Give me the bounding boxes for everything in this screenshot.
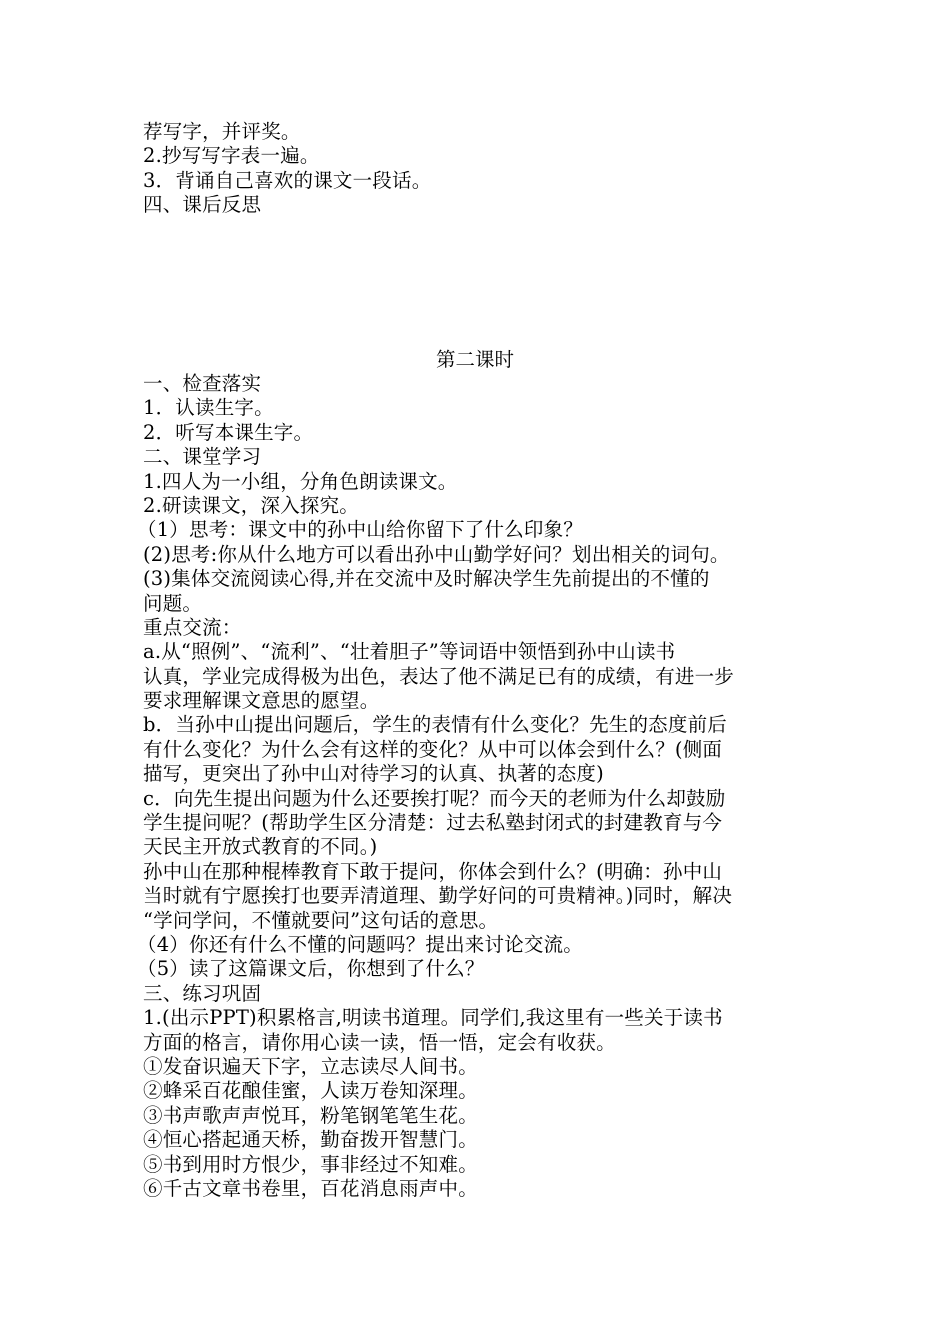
text-line: 当时就有宁愿挨打也要弄清道理、勤学好问的可贵精神。)同时，解决 <box>143 884 733 908</box>
list-item: ④恒心搭起通天桥，勤奋拨开智慧门。 <box>143 1128 478 1152</box>
text-line: 要求理解课文意思的愿望。 <box>143 689 380 713</box>
section-heading: 一、检查落实 <box>143 372 262 395</box>
text-line: 3．背诵自己喜欢的课文一段话。 <box>143 168 432 192</box>
text-line: （5）读了这篇课文后，你想到了什么？ <box>137 957 485 981</box>
text-line: 1．认读生字。 <box>143 396 274 420</box>
text-line: 1.(出示PPT)积累格言,明读书道理。同学们,我这里有一些关于读书 <box>143 1006 723 1030</box>
text-line: 荐写字，并评奖。 <box>143 120 301 143</box>
list-item: ③书声歌声声悦耳，粉笔钢笔笔生花。 <box>143 1103 478 1127</box>
list-item: ⑥千古文章书卷里，百花消息雨声中。 <box>143 1176 478 1200</box>
list-item: ②蜂采百花酿佳蜜，人读万卷知深理。 <box>143 1079 478 1103</box>
text-line: 方面的格言，请你用心读一读，悟一悟，定会有收获。 <box>143 1030 616 1054</box>
second-lesson-body <box>137 372 823 1201</box>
lesson-title: 第二课时 <box>435 348 514 371</box>
text-line: （1）思考：课文中的孙中山给你留下了什么印象？ <box>137 518 584 542</box>
text-line: 问题。 <box>143 591 203 615</box>
text-line: （4）你还有什么不懂的问题吗？提出来讨论交流。 <box>137 932 584 956</box>
text-line: 天民主开放式教育的不同。) <box>143 835 378 859</box>
text-line: 重点交流： <box>143 615 242 639</box>
text-line: a.从“照例”、“流利”、“壮着胆子”等词语中领悟到孙中山读书 <box>143 640 676 664</box>
text-line: (2)思考:你从什么地方可以看出孙中山勤学好问？划出相关的词句。 <box>143 542 730 566</box>
text-line: c．向先生提出问题为什么还要挨打呢？而今天的老师为什么却鼓励 <box>143 786 726 810</box>
section-heading-reflection: 四、课后反思 <box>143 193 262 217</box>
text-line: b．当孙中山提出问题后，学生的表情有什么变化？先生的态度前后 <box>143 713 727 737</box>
text-line: 学生提问呢？(帮助学生区分清楚：过去私塾封闭式的封建教育与今 <box>143 811 723 835</box>
section-heading: 二、课堂学习 <box>143 445 262 469</box>
text-line: 1.四人为一小组，分角色朗读课文。 <box>143 469 458 493</box>
text-line: “学问学问，不懂就要问”这句话的意思。 <box>143 908 499 932</box>
list-item: ⑤书到用时方恨少，事非经过不知难。 <box>143 1152 478 1176</box>
text-line: 孙中山在那种棍棒教育下敢于提问，你体会到什么？(明确：孙中山 <box>143 859 723 883</box>
text-line: 有什么变化？为什么会有这样的变化？从中可以体会到什么？(侧面 <box>143 737 723 761</box>
text-line: 2．听写本课生字。 <box>143 420 314 444</box>
text-line: 描写，更突出了孙中山对待学习的认真、执著的态度) <box>143 762 604 786</box>
text-line: 2.研读课文，深入探究。 <box>143 493 360 517</box>
text-line: (3)集体交流阅读心得,并在交流中及时解决学生先前提出的不懂的 <box>143 567 710 591</box>
previous-lesson-tail <box>143 120 823 218</box>
section-heading: 三、练习巩固 <box>143 981 262 1005</box>
list-item: ①发奋识遍天下字，立志读尽人间书。 <box>143 1054 478 1078</box>
text-line: 认真，学业完成得极为出色，表达了他不满足已有的成绩，有进一步 <box>143 664 735 688</box>
text-line: 2.抄写写字表一遍。 <box>143 144 320 168</box>
